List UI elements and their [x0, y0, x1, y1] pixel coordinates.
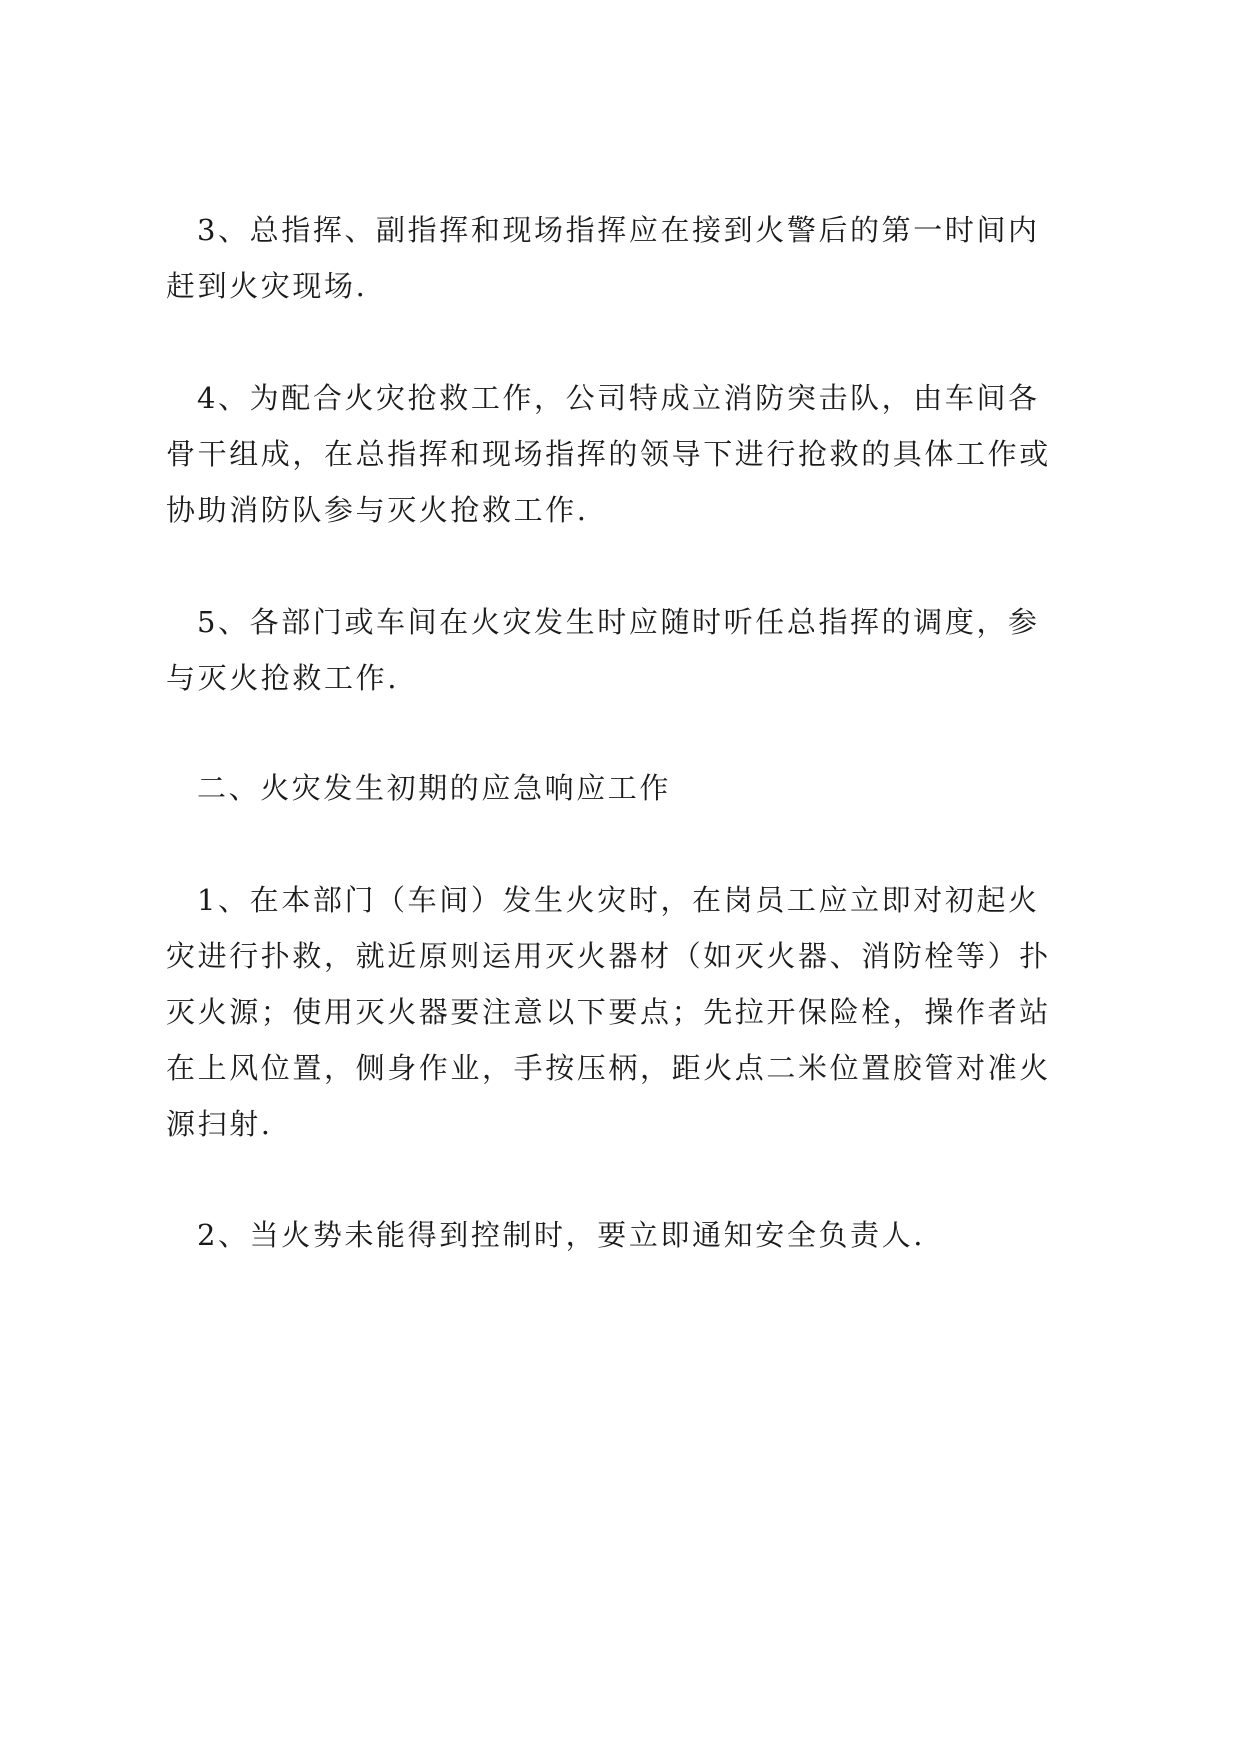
paragraph-line: 5、各部门或车间在火灾发生时应随时听任总指挥的调度，参	[197, 605, 1040, 639]
paragraph-item-1	[166, 872, 1096, 1152]
paragraph-item-3	[166, 202, 1096, 314]
paragraph-line: 灭火源；使用灭火器要注意以下要点；先拉开保险栓，操作者站	[166, 995, 1051, 1029]
paragraph-line: 3、总指挥、副指挥和现场指挥应在接到火警后的第一时间内	[197, 213, 1040, 247]
paragraph-line: 与灭火抢救工作.	[166, 661, 400, 695]
paragraph-item-5	[166, 594, 1096, 706]
paragraph-line: 协助消防队参与灭火抢救工作.	[166, 493, 589, 527]
paragraph-line: 1、在本部门（车间）发生火灾时，在岗员工应立即对初起火	[197, 883, 1040, 917]
paragraph-item-2	[166, 1207, 1096, 1263]
paragraph-line: 4、为配合火灾抢救工作，公司特成立消防突击队，由车间各	[197, 381, 1040, 415]
paragraph-line: 源扫射.	[166, 1107, 273, 1141]
heading-line: 二、火灾发生初期的应急响应工作	[197, 771, 672, 805]
paragraph-line: 赶到火灾现场.	[166, 269, 368, 303]
paragraph-item-4	[166, 370, 1096, 538]
paragraph-line: 2、当火势未能得到控制时，要立即通知安全负责人.	[197, 1218, 926, 1252]
paragraph-line: 灾进行扑救，就近原则运用灭火器材（如灭火器、消防栓等）扑	[166, 939, 1051, 973]
paragraph-line: 在上风位置，侧身作业，手按压柄，距火点二米位置胶管对准火	[166, 1051, 1051, 1085]
section-heading	[166, 760, 1096, 816]
paragraph-line: 骨干组成，在总指挥和现场指挥的领导下进行抢救的具体工作或	[166, 437, 1051, 471]
